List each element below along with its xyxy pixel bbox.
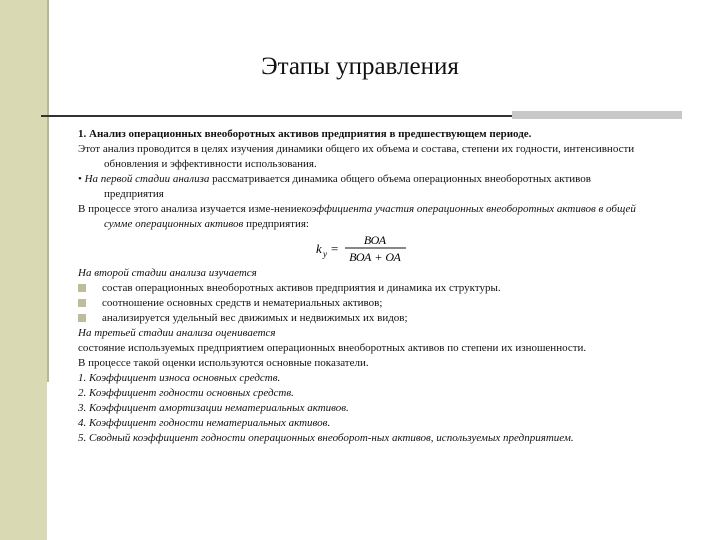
- coef-name: коэффициента участия операционных внеоборотных активов в общей сумме операционных активов: [104, 203, 636, 230]
- square-bullet-icon: [78, 284, 86, 292]
- list-item: [78, 281, 638, 296]
- list-item-text: состав операционных внеоборотных активов предприятия и динамика их структуры.: [102, 282, 501, 294]
- paragraph-condition: состояние используемых предприятием операционных внеоборотных активов по степени их изношенности.: [78, 342, 587, 354]
- slide-title: Этапы управления: [261, 53, 459, 80]
- formula-denominator: ВОА + ОА: [349, 250, 401, 264]
- list-item-text: анализируется удельный вес движимых и недвижимых их видов;: [102, 312, 408, 324]
- paragraph-purpose: Этот анализ проводится в целях изучения динамики общего их объема и состава, степени их годности, интенсивности обновления и эффективности использования.: [78, 143, 635, 170]
- list-item: [78, 311, 638, 326]
- section-heading: 1. Анализ операционных внеоборотных активов предприятия в предшествующем периоде.: [78, 128, 532, 140]
- square-bullet-icon: [78, 299, 86, 307]
- formula-lhs: k: [316, 241, 322, 256]
- paragraph-indicators-intro: В процессе такой оценки используются основные показатели.: [78, 357, 369, 369]
- formula-numerator: ВОА: [363, 233, 387, 247]
- stage1-text: рассматривается динамика общего объема операционных внеоборотных активов предприятия: [104, 173, 591, 200]
- paragraph-coefficient: [78, 202, 638, 232]
- stage3-label: На третьей стадии анализа оценивается: [78, 327, 276, 339]
- side-band-gap: [47, 382, 52, 540]
- stage1-label: На первой стадии анализа: [84, 173, 210, 185]
- stage2-label: На второй стадии анализа изучается: [78, 267, 257, 279]
- bullet-dot: •: [78, 173, 85, 185]
- formula-lhs-sub: у: [323, 249, 327, 259]
- list-item-text: соотношение основных средств и нематериальных активов;: [102, 297, 383, 309]
- indicator-item: 4. Коэффициент годности нематериальных активов.: [78, 417, 331, 429]
- indicator-item: 3. Коэффициент амортизации нематериальных активов.: [78, 402, 349, 414]
- side-band: [0, 0, 47, 540]
- list-item: [78, 296, 638, 311]
- coef-intro: В процессе этого анализа изучается изме-нение: [78, 203, 302, 215]
- indicator-item: 5. Сводный коэффициент годности операционных внеоборот-ных активов, используемых предприятием.: [78, 432, 574, 444]
- square-bullet-icon: [78, 314, 86, 322]
- slide-content: [78, 127, 638, 446]
- formula: [78, 232, 638, 266]
- indicator-item: 1. Коэффициент износа основных средств.: [78, 372, 281, 384]
- formula-equals: =: [331, 241, 339, 256]
- paragraph-stage1: [78, 172, 638, 202]
- coef-end: предприятия:: [243, 218, 309, 230]
- title-rule-accent: [512, 111, 682, 119]
- indicator-item: 2. Коэффициент годности основных средств.: [78, 387, 294, 399]
